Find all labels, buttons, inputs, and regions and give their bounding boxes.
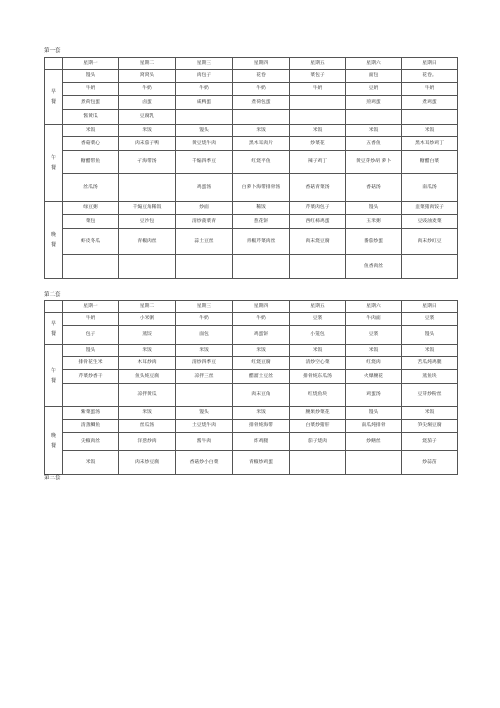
table-cell: 土豆烧牛肉 xyxy=(176,420,233,433)
table-cell: 酱牛肉 xyxy=(176,433,233,451)
table-cell: 绿豆粥 xyxy=(63,202,119,215)
table-cell: 馒头 xyxy=(346,407,402,420)
table-cell: 米饭 xyxy=(290,345,346,357)
table-cell: 牛肉面 xyxy=(346,313,402,326)
table-cell: 鸡蛋汤 xyxy=(176,174,233,202)
day-header: 星期六 xyxy=(346,58,402,70)
menu-section-3-title: 第三套 xyxy=(44,475,61,481)
table-row xyxy=(45,326,458,345)
table-row xyxy=(45,433,458,451)
table-cell: 豆芽炒粉丝 xyxy=(402,384,458,407)
table-row xyxy=(45,255,458,279)
day-header: 星期三 xyxy=(176,58,233,70)
table-cell: 清蒸鲫鱼 xyxy=(63,420,119,433)
table-cell: 菜包 xyxy=(63,215,119,229)
table-cell: 菜包子 xyxy=(290,70,346,83)
table-cell xyxy=(176,384,233,407)
day-header: 星期五 xyxy=(290,58,346,70)
table-cell: 丝瓜汤 xyxy=(119,420,176,433)
table-cell: 肉末烧豆腐 xyxy=(290,229,346,255)
table-cell: 清炒四季豆 xyxy=(176,357,233,370)
table-row xyxy=(45,215,458,229)
table-cell: 米饭 xyxy=(290,125,346,137)
table-cell: 米饭 xyxy=(63,125,119,137)
table-cell: 酱黄瓜 xyxy=(63,110,119,125)
table-cell: 煮荷包蛋 xyxy=(63,96,119,110)
table-cell: 青椒炒鸡蛋 xyxy=(233,451,290,475)
menu-section-1-title: 第一套 xyxy=(44,48,61,54)
table-cell: 米饭 xyxy=(346,125,402,137)
table-cell: 肉末炒豆腐 xyxy=(119,451,176,475)
table-row xyxy=(45,345,458,357)
table-cell xyxy=(402,255,458,279)
table-cell: 米饭 xyxy=(402,407,458,420)
table-cell: 红烧平鱼 xyxy=(233,151,290,174)
table-cell: 蒸鱼块 xyxy=(402,370,458,384)
table-cell: 醋溜土豆丝 xyxy=(233,370,290,384)
corner-cell xyxy=(45,58,63,70)
table-cell: 炒菜花 xyxy=(290,137,346,151)
day-header: 星期日 xyxy=(402,301,458,313)
table-cell: 腰果炒菜花 xyxy=(290,407,346,420)
table-cell: 丝瓜汤 xyxy=(63,174,119,202)
table-cell xyxy=(290,96,346,110)
table-row xyxy=(45,70,458,83)
table-cell: 小米粥 xyxy=(119,313,176,326)
table-row xyxy=(45,137,458,151)
table-row xyxy=(45,313,458,326)
table-cell: 小笼包 xyxy=(290,326,346,345)
table-cell: 千煽豆角稀饭 xyxy=(119,202,176,215)
menu-table-set-1 xyxy=(44,57,458,279)
table-cell: 米饭 xyxy=(119,345,176,357)
table-row xyxy=(45,110,458,125)
menu-table-set-2 xyxy=(44,300,458,475)
table-cell: 牛奶 xyxy=(402,83,458,96)
table-cell: 南瓜炖排骨 xyxy=(346,420,402,433)
table-cell xyxy=(290,110,346,125)
meal-label-dinner: 晚 餐 xyxy=(45,202,63,279)
table-cell xyxy=(63,255,119,279)
table-cell: 尖椒肉丝 xyxy=(63,433,119,451)
table-cell: 凉拌三丝 xyxy=(176,370,233,384)
table-row xyxy=(45,420,458,433)
table-cell: 红烧豆腐 xyxy=(233,357,290,370)
table-cell: 煎鸡蛋 xyxy=(346,96,402,110)
table-cell: 窝窝头 xyxy=(119,70,176,83)
table-cell: 包子 xyxy=(63,326,119,345)
table-cell: 花卷。 xyxy=(402,70,458,83)
table-cell: 煮荷包蛋 xyxy=(233,96,290,110)
table-cell: 稀饭 xyxy=(233,202,290,215)
table-cell: 米饭 xyxy=(63,451,119,475)
meal-label-breakfast: 早 餐 xyxy=(45,313,63,345)
table-cell: 糖醋带鱼 xyxy=(63,151,119,174)
table-cell: 凉拌黄瓜 xyxy=(119,384,176,407)
table-cell: 面包 xyxy=(176,326,233,345)
table-cell: 蒜土豆丝 xyxy=(176,229,233,255)
table-header-row xyxy=(45,301,458,313)
table-row xyxy=(45,96,458,110)
table-cell: 香菇青菜汤 xyxy=(290,174,346,202)
meal-label-lunch: 午 餐 xyxy=(45,345,63,407)
table-cell: 黄豆芽炒胡 萝卜 xyxy=(346,151,402,174)
table-cell: 笋尖焖豆腐 xyxy=(402,420,458,433)
table-cell: 牛奶 xyxy=(63,313,119,326)
day-header: 星期四 xyxy=(233,58,290,70)
table-cell xyxy=(233,110,290,125)
table-cell: 馒头 xyxy=(176,407,233,420)
table-cell: 红烧肉 xyxy=(346,357,402,370)
table-cell: 千煽四季豆 xyxy=(176,151,233,174)
table-cell: 肉末茄子鸭 xyxy=(119,137,176,151)
table-cell xyxy=(402,110,458,125)
table-cell: 香菇炒小白菜 xyxy=(176,451,233,475)
table-cell: 青椒芹菜肉丝 xyxy=(233,229,290,255)
table-cell: 玉米粥 xyxy=(346,215,402,229)
day-header: 星期一 xyxy=(63,301,119,313)
table-row xyxy=(45,202,458,215)
table-cell: 米饭 xyxy=(233,125,290,137)
table-cell: 鱼头炖豆腐 xyxy=(119,370,176,384)
meal-label-lunch: 午 餐 xyxy=(45,125,63,202)
table-cell: 馒头 xyxy=(346,202,402,215)
table-cell: 炒蒜苗 xyxy=(402,451,458,475)
table-cell: 花卷 xyxy=(233,70,290,83)
day-header: 星期五 xyxy=(290,301,346,313)
table-cell: 鱼香肉丝 xyxy=(346,255,402,279)
table-cell xyxy=(290,451,346,475)
table-cell: 西红柿鸡蛋 xyxy=(290,215,346,229)
table-cell: 火爆腰花 xyxy=(346,370,402,384)
table-cell: 木耳炒肉 xyxy=(119,357,176,370)
table-cell: 面包 xyxy=(346,70,402,83)
table-row xyxy=(45,357,458,370)
table-cell: 豆豉油麦菜 xyxy=(402,215,458,229)
table-cell: 炒鳝丝 xyxy=(346,433,402,451)
meal-label-dinner: 晚 餐 xyxy=(45,407,63,475)
table-cell: 炒面 xyxy=(176,202,233,215)
table-cell: 黑木耳肉片 xyxy=(233,137,290,151)
table-cell: 牛奶 xyxy=(233,83,290,96)
table-cell: 牛奶 xyxy=(119,83,176,96)
table-cell: 蒸饺 xyxy=(119,326,176,345)
table-cell: 煮鸡蛋 xyxy=(402,96,458,110)
table-cell: 鸡蛋饼 xyxy=(233,326,290,345)
table-cell: 洋葱炒肉 xyxy=(119,433,176,451)
table-cell: 孑海带汤 xyxy=(119,151,176,174)
meal-label-breakfast: 早 餐 xyxy=(45,70,63,125)
table-cell: 牛奶 xyxy=(290,83,346,96)
table-cell xyxy=(176,110,233,125)
table-row xyxy=(45,229,458,255)
table-cell: 葱花饼 xyxy=(233,215,290,229)
table-cell: 香菇菜心 xyxy=(63,137,119,151)
table-cell: 肉包子 xyxy=(176,70,233,83)
table-cell: 肉末豆角 xyxy=(233,384,290,407)
table-cell: 虾皮冬瓜 xyxy=(63,229,119,255)
table-cell: 清炒菠菜青 xyxy=(176,215,233,229)
table-row xyxy=(45,174,458,202)
table-cell: 南瓜汤 xyxy=(402,174,458,202)
table-cell: 豆浆 xyxy=(290,313,346,326)
table-cell: 米饭 xyxy=(176,345,233,357)
table-cell: 豆沙包 xyxy=(119,215,176,229)
table-cell: 清炒空心菜 xyxy=(290,357,346,370)
table-cell: 米饭 xyxy=(119,407,176,420)
table-cell: 青椒肉丝 xyxy=(119,229,176,255)
table-row xyxy=(45,384,458,407)
table-row xyxy=(45,125,458,137)
table-cell: 咸鸭蛋 xyxy=(176,96,233,110)
table-cell: 肉末炒豇豆 xyxy=(402,229,458,255)
table-cell: 红烧鱼块 xyxy=(290,384,346,407)
table-cell: 茄子烧肉 xyxy=(290,433,346,451)
day-header: 星期一 xyxy=(63,58,119,70)
table-cell: 豆腐乳 xyxy=(119,110,176,125)
table-cell: 豆浆 xyxy=(346,326,402,345)
table-cell: 米饭 xyxy=(233,345,290,357)
day-header: 星期四 xyxy=(233,301,290,313)
table-cell xyxy=(233,255,290,279)
table-cell: 牛奶 xyxy=(176,83,233,96)
day-header: 星期日 xyxy=(402,58,458,70)
corner-cell xyxy=(45,301,63,313)
table-cell: 黑木耳炒鸡丁 xyxy=(402,137,458,151)
table-cell: 韭菜猪肉饺子 xyxy=(402,202,458,215)
table-cell xyxy=(290,255,346,279)
day-header: 星期二 xyxy=(119,58,176,70)
table-cell: 米饭 xyxy=(346,345,402,357)
table-cell: 米饭 xyxy=(119,125,176,137)
table-cell: 香菇汤 xyxy=(346,174,402,202)
table-cell: 馒头 xyxy=(63,345,119,357)
table-cell: 五香鱼 xyxy=(346,137,402,151)
table-row xyxy=(45,407,458,420)
table-cell xyxy=(176,255,233,279)
table-cell: 排骨炖海带 xyxy=(233,420,290,433)
table-row xyxy=(45,151,458,174)
table-cell: 米饭 xyxy=(402,125,458,137)
table-cell: 苦瓜炖鸡腿 xyxy=(402,357,458,370)
table-cell: 馒头 xyxy=(63,70,119,83)
table-cell xyxy=(119,174,176,202)
table-cell: 牛奶 xyxy=(233,313,290,326)
table-cell: 芹菜炒香干 xyxy=(63,370,119,384)
table-cell: 牛奶 xyxy=(176,313,233,326)
day-header: 星期六 xyxy=(346,301,402,313)
table-cell: 卤蛋 xyxy=(119,96,176,110)
table-cell: 炸鸡腿 xyxy=(233,433,290,451)
table-cell: 豆浆 xyxy=(402,313,458,326)
table-cell: 米饭 xyxy=(402,345,458,357)
table-cell: 紫菜蛋汤 xyxy=(63,407,119,420)
table-row xyxy=(45,83,458,96)
table-cell: 白菜炒猪肝 xyxy=(290,420,346,433)
table-header-row xyxy=(45,58,458,70)
table-cell xyxy=(119,255,176,279)
table-cell: 番茄炒蛋 xyxy=(346,229,402,255)
table-cell: 糖醋白菜 xyxy=(402,151,458,174)
table-cell: 烧茄子 xyxy=(402,433,458,451)
table-cell: 豆奶 xyxy=(346,83,402,96)
table-cell xyxy=(346,451,402,475)
day-header: 星期二 xyxy=(119,301,176,313)
table-cell: 米饭 xyxy=(233,407,290,420)
table-cell: 馒头 xyxy=(402,326,458,345)
table-cell: 牛奶 xyxy=(63,83,119,96)
table-row xyxy=(45,451,458,475)
table-cell: 芹菜肉包子 xyxy=(290,202,346,215)
menu-section-2-title: 第二套 xyxy=(44,292,61,298)
table-cell: 排骨花生米 xyxy=(63,357,119,370)
table-cell xyxy=(346,110,402,125)
table-cell: 排骨炖东瓜汤 xyxy=(290,370,346,384)
table-cell: 白萝卜海带排骨汤 xyxy=(233,174,290,202)
table-cell xyxy=(63,384,119,407)
table-row xyxy=(45,370,458,384)
day-header: 星期三 xyxy=(176,301,233,313)
table-cell: 馒头 xyxy=(176,125,233,137)
table-cell: 辣子鸡丁 xyxy=(290,151,346,174)
table-cell: 鸡蛋汤 xyxy=(346,384,402,407)
table-cell: 黄豆烧牛肉 xyxy=(176,137,233,151)
